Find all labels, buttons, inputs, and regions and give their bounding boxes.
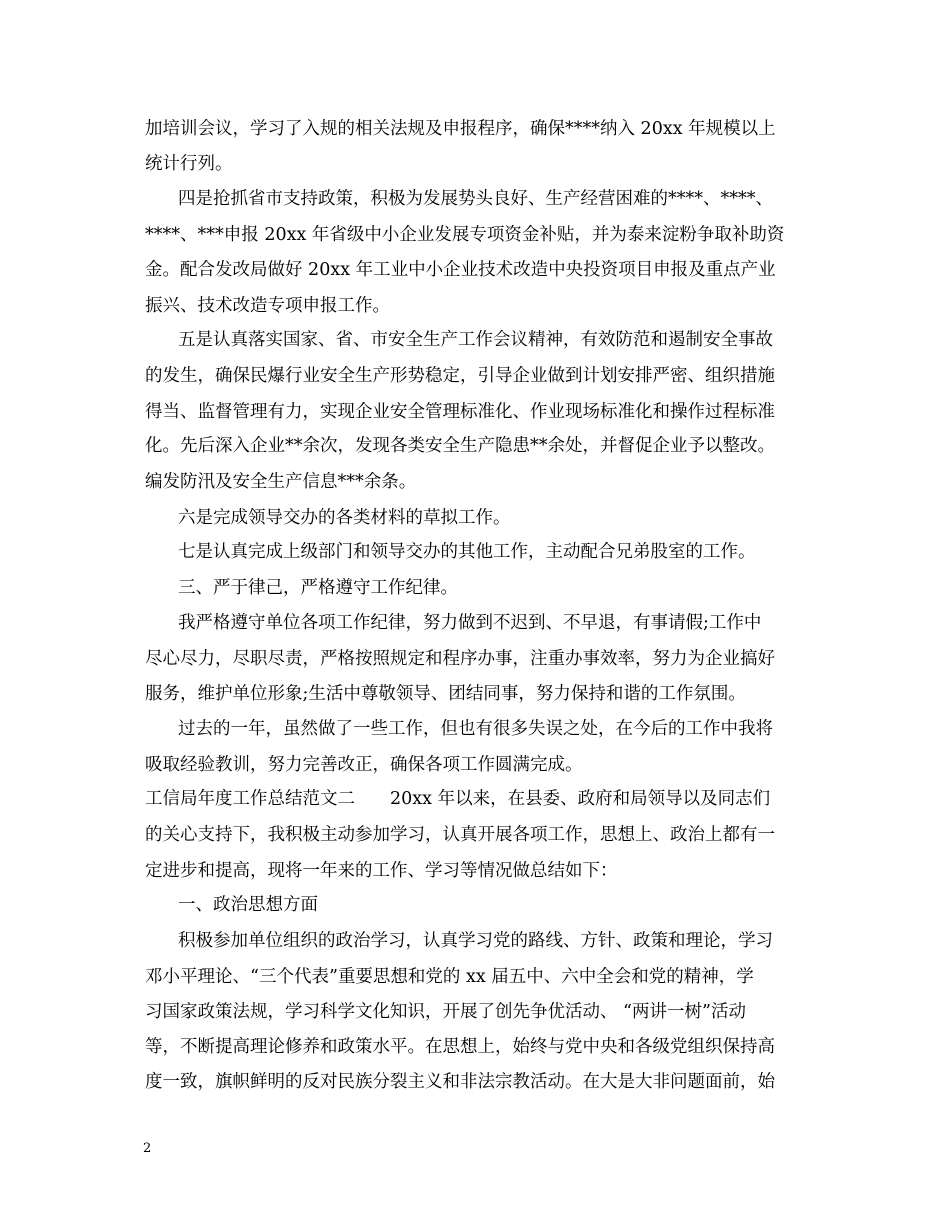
text-line: 的关心支持下，我积极主动参加学习，认真开展各项工作，思想上、政治上都有一	[145, 825, 775, 845]
text-line: 邓小平理论、“三个代表”重要思想和党的 xx 届五中、六中全会和党的精神，学	[145, 967, 754, 987]
text-line: 加培训会议，学习了入规的相关法规及申报程序，确保****纳入 20xx 年规模以上	[145, 119, 776, 139]
text-line: 吸取经验教训，努力完善改正，确保各项工作圆满完成。	[145, 755, 583, 775]
text-line: 六是完成领导交办的各类材料的草拟工作。	[178, 508, 511, 528]
page-number: 2	[143, 1141, 152, 1156]
text-line: 七是认真完成上级部门和领导交办的其他工作，主动配合兄弟股室的工作。	[178, 542, 756, 562]
text-line: 度一致，旗帜鲜明的反对民族分裂主义和非法宗教活动。在大是大非问题面前，始	[145, 1072, 775, 1092]
text-line: 尽心尽力，尽职尽责，严格按照规定和程序办事，注重办事效率，努力为企业搞好	[145, 649, 775, 669]
section-heading: 一、政治思想方面	[178, 895, 318, 915]
text-line: 积极参加单位组织的政治学习，认真学习党的路线、方针、政策和理论，学习	[178, 931, 773, 951]
text-line: 我严格遵守单位各项工作纪律，努力做到不迟到、不早退，有事请假;工作中	[178, 613, 762, 633]
text-line: 服务，维护单位形象;生活中尊敬领导、团结同事，努力保持和谐的工作氛围。	[145, 684, 746, 704]
text-line: 等，不断提高理论修养和政策水平。在思想上，始终与党中央和各级党组织保持高	[145, 1037, 775, 1057]
text-line: 编发防汛及安全生产信息***余条。	[145, 472, 417, 492]
text-line: 统计行列。	[145, 154, 233, 174]
text-line: 三、严于律己，严格遵守工作纪律。	[178, 578, 458, 598]
text-line: 化。先后深入企业**余次，发现各类安全生产隐患**余处，并督促企业予以整改。	[145, 436, 775, 456]
text-line: 得当、监督管理有力，实现企业安全管理标准化、作业现场标准化和操作过程标准	[145, 402, 775, 422]
text-line: 五是认真落实国家、省、市安全生产工作会议精神，有效防范和遏制安全事故	[178, 330, 773, 350]
text-line: 定进步和提高，现将一年来的工作、学习等情况做总结如下：	[145, 861, 618, 881]
text-line: 工信局年度工作总结范文二 20xx 年以来，在县委、政府和局领导以及同志们	[145, 789, 771, 809]
text-line: 振兴、技术改造专项申报工作。	[145, 296, 390, 316]
text-line: 过去的一年，虽然做了一些工作，但也有很多失误之处，在今后的工作中我将	[178, 719, 773, 739]
text-line: 的发生，确保民爆行业安全生产形势稳定，引导企业做到计划安排严密、组织措施	[145, 366, 775, 386]
text-line: 四是抢抓省市支持政策，积极为发展势头良好、生产经营困难的****、****、	[178, 189, 773, 209]
text-line: 习国家政策法规，学习科学文化知识，开展了创先争优活动、 “两讲一树”活动	[145, 1002, 746, 1022]
text-line: 金。配合发改局做好 20xx 年工业中小企业技术改造中央投资项目申报及重点产业	[145, 260, 776, 280]
text-line: ****、***申报 20xx 年省级中小企业发展专项资金补贴，并为泰来淀粉争取补助资	[145, 225, 785, 245]
